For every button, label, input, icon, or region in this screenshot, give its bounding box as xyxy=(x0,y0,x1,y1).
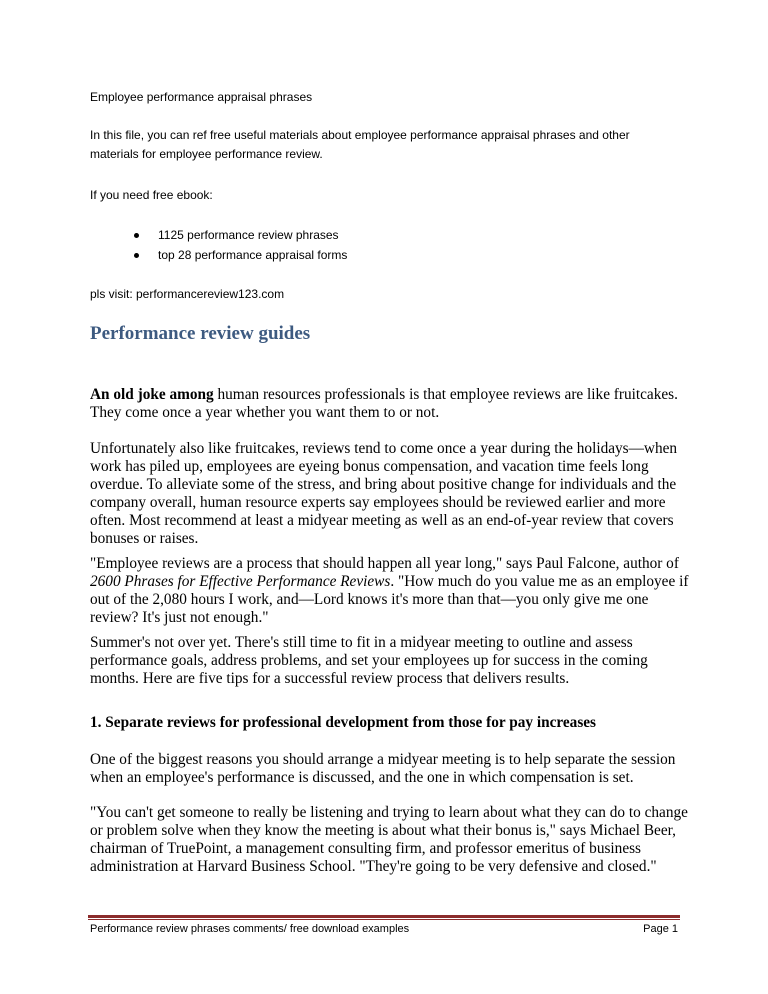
footer-text: Performance review phrases comments/ free download examples xyxy=(90,923,410,935)
section-heading: Performance review guides xyxy=(90,323,311,344)
document-title: Employee performance appraisal phrases xyxy=(90,90,313,104)
visit-link-text: pls visit: performancereview123.com xyxy=(90,287,285,301)
paragraph-1-lead: An old joke among xyxy=(90,386,214,403)
ebook-prompt: If you need free ebook: xyxy=(90,188,213,202)
intro-line-2: materials for employee performance review. xyxy=(90,147,323,161)
section-1-heading: 1. Separate reviews for professional development from those for pay increases xyxy=(90,714,597,731)
intro-line-1: In this file, you can ref free useful materials about employee performance appraisal phrases and other xyxy=(90,128,630,142)
paragraph-1: An old joke among human resources professionals is that employee reviews are like fruitcakes. They come once a year whether you want them to or not. xyxy=(90,386,678,421)
bullet-icon xyxy=(134,253,139,258)
paragraph-2: Unfortunately also like fruitcakes, reviews tend to come once a year during the holidays—when work has piled up, employees are eyeing bonus compensation, and vacation time feels long overdue. To alleviate some of the stress, and bring about positive change for individuals and the company overall, human resource experts say employees should be reviewed earlier and more often. Most recommend at least a midyear meeting as well as an end-of-year review that covers bonuses or raises. xyxy=(90,440,678,547)
paragraph-5: One of the biggest reasons you should arrange a midyear meeting is to help separate the session when an employee's performance is discussed, and the one in which compensation is set. xyxy=(90,751,676,786)
ebook-list xyxy=(90,226,347,266)
page-number: Page 1 xyxy=(643,923,678,935)
intro-paragraph xyxy=(90,126,690,164)
list-item: top 28 performance appraisal forms xyxy=(90,246,347,266)
paragraph-3: "Employee reviews are a process that should happen all year long," says Paul Falcone, author of 2600 Phrases for Effective Performance Reviews. "How much do you value me as an employee if out of the 2,080 hours I work, and—Lord knows it's more than that—you only give me one review? It's just not enough." xyxy=(90,555,689,626)
bullet-icon xyxy=(134,233,139,238)
paragraph-4: Summer's not over yet. There's still time to fit in a midyear meeting to outline and assess performance goals, address problems, and set your employees up for success in the coming months. Here are five tips for a successful review process that delivers results. xyxy=(90,634,648,687)
list-item: 1125 performance review phrases xyxy=(90,226,347,246)
paragraph-6: "You can't get someone to really be listening and trying to learn about what they can do to change or problem solve when they know the meeting is about what their bonus is," says Michael Beer, chairman of TruePoint, a management consulting firm, and professor emeritus of business administration at Harvard Business School. "They're going to be very defensive and closed." xyxy=(90,804,688,875)
footer-divider-thin xyxy=(88,919,680,920)
footer-divider xyxy=(88,915,680,918)
book-title: 2600 Phrases for Effective Performance Reviews xyxy=(90,573,391,590)
